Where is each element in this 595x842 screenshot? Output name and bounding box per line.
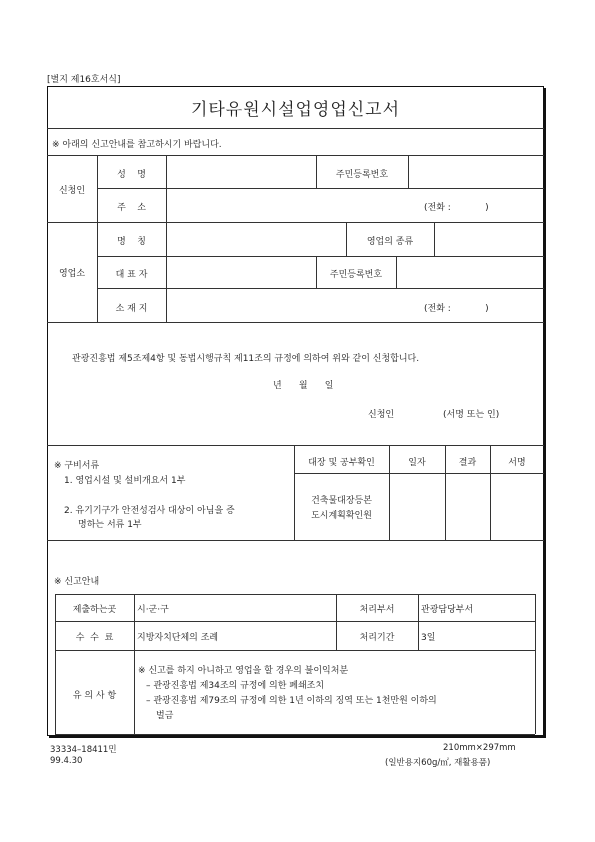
address-label: 주 소 [117,203,146,213]
applicant-section-label: 신청인 [58,186,86,196]
check-city-plan: 도시계획확인원 [311,511,372,521]
caution-header: ※ 신고를 하지 아니하고 영업을 할 경우의 불이익처분 [138,666,349,676]
form-code: [별지 제16호서식] [47,75,121,85]
rep-id-label: 주민등록번호 [329,270,383,280]
form-title: 기타유원시설업영업신고서 [190,100,401,120]
col-result: 결과 [458,458,477,468]
caution-label: 유 의 사 항 [72,691,117,701]
period-value: 3일 [421,633,436,643]
documents-header: ※ 구비서류 [54,461,100,471]
address-field[interactable] [168,191,418,219]
divider [294,473,544,474]
divider [134,594,135,734]
col-sign: 서명 [508,458,526,468]
col-register-check: 대장 및 공부확인 [308,458,375,468]
document-item-1: 1. 영업시설 및 설비개요서 1부 [64,476,186,486]
caution-item-1: – 관광진흥법 제34조의 규정에 의한 폐쇄조치 [146,681,325,691]
notice-text: ※ 아래의 신고안내를 참고하시기 바랍니다. [52,140,222,150]
business-type-field[interactable] [436,225,542,253]
business-phone: (전화 : ) [424,304,489,314]
representative-label: 대 표 자 [115,270,148,280]
dept-value: 관광담당부서 [421,605,474,615]
signer-label: 신청인 [368,410,395,420]
divider [97,288,544,289]
divider [47,222,544,223]
business-section-label: 영업소 [58,269,86,279]
divider [47,540,544,541]
divider [97,188,544,189]
declaration-date: 년 월 일 [273,381,334,391]
footer-code: 33334–18411민 [50,745,117,755]
divider [418,594,419,650]
divider [166,155,167,322]
divider [55,734,535,735]
divider [47,155,544,156]
name-label: 성 명 [117,170,146,180]
signature-label: (서명 또는 인) [443,410,500,420]
document-item-2: 2. 유기기구가 안전성검사 대상이 아님을 증 [64,506,235,516]
divider [55,594,56,734]
resident-id-field[interactable] [410,158,542,186]
rep-id-field[interactable] [398,259,542,286]
divider [97,256,544,257]
footer-paper-size: 210mm×297mm [443,743,516,753]
submit-place-label: 제출하는곳 [72,605,117,615]
col-date: 일자 [408,458,426,468]
business-name-field[interactable] [168,225,344,253]
declaration-text: 관광진흥법 제5조제4항 및 동법시행규칙 제11조의 규정에 의하여 위와 같이 신청합니다. [72,354,420,364]
representative-field[interactable] [168,259,314,286]
location-label: 소 재 지 [115,304,148,314]
caution-item-2: – 관광진흥법 제79조의 규정에 의한 1년 이하의 징역 또는 1천만원 이하의 [146,696,437,706]
fee-label: 수 수 료 [75,633,114,643]
business-name-label: 명 칭 [117,237,146,247]
divider [55,621,535,622]
dept-label: 처리부서 [359,605,395,615]
divider [434,222,435,256]
caution-item-2-cont: 벌금 [156,711,174,721]
applicant-phone: (전화 : ) [424,203,489,213]
document-item-2-cont: 명하는 서류 1부 [78,520,142,530]
divider [47,128,544,129]
divider [396,256,397,288]
divider [535,594,536,734]
footer-date: 99.4.30 [50,756,83,766]
resident-id-label: 주민등록번호 [335,170,389,180]
fee-value: 지방자치단체의 조례 [137,633,219,643]
footer-paper-type: (일반용지60g/㎡, 재활용품) [385,758,491,768]
divider [55,650,535,651]
divider [408,155,409,188]
divider [47,322,544,323]
check-building-register: 건축물대장등본 [311,496,372,506]
submit-place-value: 시·군·구 [137,605,169,615]
name-field[interactable] [168,158,314,186]
location-field[interactable] [168,291,418,319]
divider [47,445,544,446]
divider [55,594,535,595]
period-label: 처리기간 [359,633,395,643]
business-type-label: 영업의 종류 [366,237,414,247]
guide-header: ※ 신고안내 [54,577,100,587]
